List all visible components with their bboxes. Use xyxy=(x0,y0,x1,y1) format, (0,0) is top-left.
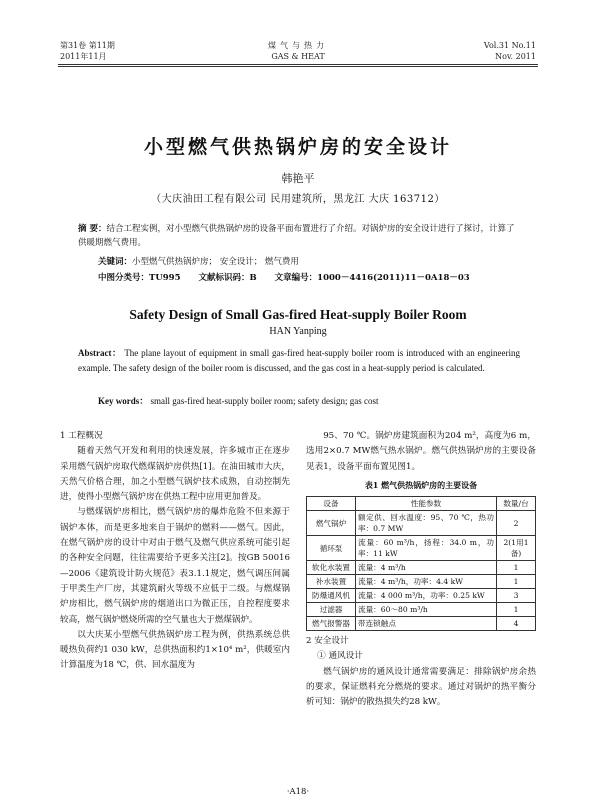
table-cell-spec: 额定供、回水温度：95、70 ℃，热功率：0.7 MW xyxy=(356,511,497,536)
table-cell-qty: 1 xyxy=(497,603,536,617)
article-title-zh: 小型燃气供热锅炉房的安全设计 xyxy=(143,136,452,158)
table-row xyxy=(307,589,536,603)
body-column-left xyxy=(60,429,290,674)
body-column-right xyxy=(306,429,536,711)
table-cell-qty: 2 xyxy=(497,511,536,536)
table-header: 性能参数 xyxy=(356,497,497,511)
affiliation-zh: （大庆油田工程有限公司 民用建筑所，黑龙江 大庆 163712） xyxy=(151,194,445,205)
header-volume-en: Vol.31 No.11 xyxy=(483,41,536,50)
table-cell-spec: 流量：60～80 m³/h xyxy=(356,603,497,617)
document-code: 文献标识码：B xyxy=(198,273,257,283)
table-cell-equipment: 燃气锅炉 xyxy=(307,511,356,536)
table-row xyxy=(307,617,536,631)
table-header: 设备 xyxy=(307,497,356,511)
table-header-row xyxy=(307,497,536,511)
article-title-en: Safety Design of Small Gas-fired Heat-supply Boiler Room xyxy=(129,307,467,322)
table-row xyxy=(307,603,536,617)
table-cell-equipment: 补水装置 xyxy=(307,575,356,589)
table-row xyxy=(307,536,536,561)
header-rule-secondary xyxy=(58,66,538,67)
table-cell-spec: 流量：4 m³/h，功率：4.4 kW xyxy=(356,575,497,589)
article-number: 文章编号：1000－4416(2011)11－0A18－03 xyxy=(274,273,470,283)
header-date: 2011年11月 xyxy=(60,52,107,61)
table-cell-equipment: 循环泵 xyxy=(307,536,356,561)
abstract-zh xyxy=(78,222,518,250)
table-cell-qty: 2(1用1备) xyxy=(497,536,536,561)
table-cell-qty: 3 xyxy=(497,589,536,603)
header-issue-en xyxy=(484,40,536,62)
table-cell-equipment: 防爆通风机 xyxy=(307,589,356,603)
section-heading-1: 1 工程概况 xyxy=(60,431,103,441)
keywords-zh-text: 小型燃气供热锅炉房； 安全设计； 燃气费用 xyxy=(132,257,299,267)
table-cell-qty: 1 xyxy=(497,561,536,575)
keywords-en-text: small gas-fired heat-supply boiler room; safety design; gas cost xyxy=(150,396,379,406)
author-zh: 韩艳平 xyxy=(281,172,315,185)
keywords-en-label: Key words： xyxy=(98,396,149,406)
table-row xyxy=(307,575,536,589)
table-cell-spec: 流量：4 000 m³/h，功率：0.25 kW xyxy=(356,589,497,603)
table-cell-equipment: 软化水装置 xyxy=(307,561,356,575)
header-rule xyxy=(58,64,538,65)
table-cell-spec: 流量：4 m³/h xyxy=(356,561,497,575)
keywords-zh-label: 关键词： xyxy=(98,257,133,267)
table-cell-spec: 流量：60 m³/h，扬程：34.0 m，功率：11 kW xyxy=(356,536,497,561)
paragraph: 95、70 ℃。锅炉房建筑面积为204 m²，高度为6 m，选用2×0.7 MW燃气热水锅炉。燃气供热锅炉房的主要设备见表1，设备平面布置见图1。 xyxy=(306,431,536,472)
paragraph: 以大庆某小型燃气供热锅炉房工程为例，供热系统总供暖热负荷约1 030 kW，总供热面积约1×10⁴ m²，供暖室内计算温度为18 ℃，供、回水温度为 xyxy=(60,629,290,671)
table-row xyxy=(307,511,536,536)
header-date-en: Nov. 2011 xyxy=(495,52,536,61)
equipment-table xyxy=(306,496,536,631)
clc-number: 中图分类号：TU995 xyxy=(98,273,181,283)
paragraph: 随着天然气开发和利用的快速发展，许多城市正在逐步采用燃气锅炉房取代燃煤锅炉房供热[1]。在油田城市大庆，天然气价格合理，加之小型燃气锅炉技术成熟，自动控制先进，使得小型燃气锅炉房在供热工程中应用更加普及。 xyxy=(60,446,290,503)
subsection-heading: ① 通风设计 xyxy=(317,651,363,662)
header-volume: 第31卷 第11期 xyxy=(60,41,115,50)
paragraph: 燃气锅炉房的通风设计通常需要满足：排除锅炉房余热的要求，保证燃料充分燃烧的要求。通过对锅炉的热平衡分析可知：锅炉的散热损失约28 kW。 xyxy=(306,666,536,708)
abstract-en-label: Abstract： xyxy=(78,348,122,358)
author-en: HAN Yanping xyxy=(269,326,327,337)
abstract-zh-label: 摘 要： xyxy=(78,224,107,234)
table-cell-qty: 1 xyxy=(497,575,536,589)
abstract-zh-text: 结合工程实例，对小型燃气供热锅炉房的设备平面布置进行了介绍。对锅炉房的安全设计进行了探讨，计算了供暖期燃气费用。 xyxy=(78,224,515,248)
table-row xyxy=(307,561,536,575)
table-cell-spec: 带连锁触点 xyxy=(356,617,497,631)
abstract-en-text: The plane layout of equipment in small gas-fired heat-supply boiler room is introduced with an engineering example. The safety design of the boiler room is discussed, and the gas cost in a heat-supply period is calculated. xyxy=(78,348,520,373)
section-heading-2: 2 安全设计 xyxy=(306,636,349,647)
table-caption: 表1 燃气供热锅炉房的主要设备 xyxy=(364,479,478,490)
table-header: 数量/台 xyxy=(497,497,536,511)
table-cell-equipment: 燃气报警器 xyxy=(307,617,356,631)
keywords-en xyxy=(98,394,518,407)
keywords-zh xyxy=(98,256,518,269)
table-cell-equipment: 过滤器 xyxy=(307,603,356,617)
page-number: ·A18· xyxy=(286,787,310,797)
classification-line xyxy=(98,272,518,285)
abstract-en xyxy=(78,346,520,376)
journal-name-zh: 煤气与热力 xyxy=(268,41,328,50)
journal-name-en: GAS & HEAT xyxy=(271,52,325,61)
paragraph: 与燃煤锅炉房相比，燃气锅炉房的爆炸危险不但来源于锅炉本体，而是更多地来自于锅炉的燃料——燃气。因此，在燃气锅炉房的设计中对由于燃气及燃气供应系统可能引起的各种安全问题，往往需要给予更多关注[2]。按GB 50016—2006《建筑设计防火规范》表3.1.1规定，燃气调压间属于甲类生产厂房，其建筑耐火等级不应低于二级。与燃煤锅炉房相比，燃气锅炉房的烟道出口为微正压，自控程度要求较高，燃气锅炉燃烧所需的空气量也大于燃煤锅炉。 xyxy=(60,507,290,625)
table-cell-qty: 4 xyxy=(497,617,536,631)
